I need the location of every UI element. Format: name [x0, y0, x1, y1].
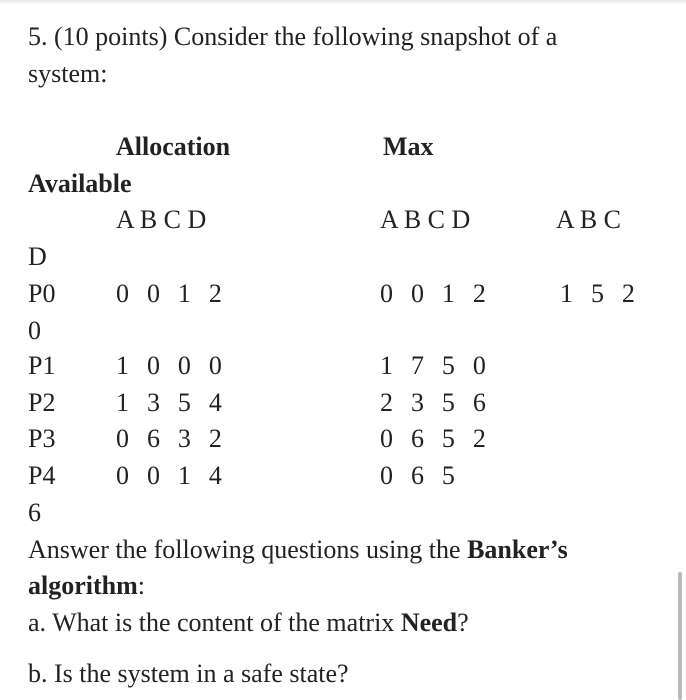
need-term: Need — [400, 608, 458, 637]
instructions-line-1 — [28, 537, 568, 563]
allocation-values: 0 6 3 2 — [116, 424, 228, 453]
allocation-values: 0 0 1 4 — [116, 461, 228, 490]
available-header: Available — [28, 169, 132, 198]
available-values: 1 5 2 — [560, 279, 641, 308]
max-values: 0 6 5 2 — [380, 424, 492, 453]
available-value-wrap: 0 — [28, 316, 41, 345]
part-a — [28, 610, 469, 636]
max-values: 0 6 5 — [380, 461, 461, 490]
allocation-values: 1 0 0 0 — [116, 351, 228, 380]
part-b: b. Is the system in a safe state? — [28, 659, 349, 688]
scrollbar-thumb[interactable] — [678, 572, 682, 700]
part-a-text: a. What is the content of the matrix — [28, 608, 401, 637]
instructions-line-2 — [28, 573, 145, 599]
question-line-2: system: — [28, 59, 108, 88]
bankers-term: Banker’s — [467, 535, 568, 564]
available-columns: A B C — [556, 205, 622, 234]
process-label: P1 — [28, 351, 56, 380]
instructions-text: Answer the following questions using the — [28, 535, 468, 564]
process-label: P4 — [28, 461, 56, 490]
top-edge-shadow — [0, 0, 686, 5]
allocation-values: 1 3 5 4 — [116, 388, 228, 417]
allocation-columns: A B C D — [116, 205, 207, 234]
instructions-colon: : — [137, 571, 145, 600]
allocation-header: Allocation — [116, 132, 231, 161]
process-label: P2 — [28, 388, 56, 417]
max-columns: A B C D — [380, 205, 471, 234]
part-a-end: ? — [457, 608, 469, 637]
max-values: 1 7 5 0 — [380, 351, 492, 380]
algorithm-term: algorithm — [28, 571, 138, 600]
max-values: 0 0 1 2 — [380, 279, 492, 308]
process-label: P0 — [28, 279, 56, 308]
available-columns-wrap: D — [28, 242, 47, 271]
max-header: Max — [383, 132, 434, 161]
max-values: 2 3 5 6 — [380, 388, 492, 417]
max-value-wrap: 6 — [28, 498, 41, 527]
question-line-1: 5. (10 points) Consider the following snapshot of a — [28, 22, 558, 51]
process-label: P3 — [28, 424, 56, 453]
allocation-values: 0 0 1 2 — [116, 279, 228, 308]
